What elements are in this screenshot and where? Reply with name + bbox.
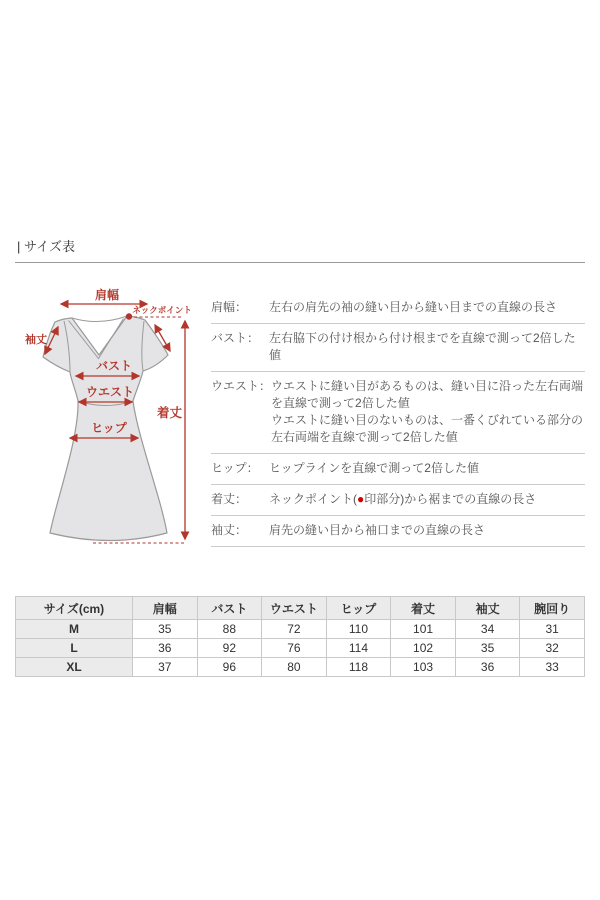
size-value: 96 bbox=[197, 658, 262, 677]
dress-measurement-diagram bbox=[15, 283, 211, 556]
size-value: 118 bbox=[326, 658, 391, 677]
definition-row-length bbox=[211, 485, 585, 516]
size-label: XL bbox=[16, 658, 133, 677]
size-value: 31 bbox=[520, 620, 585, 639]
table-row-xl bbox=[16, 658, 585, 677]
size-value: 35 bbox=[133, 620, 198, 639]
size-value: 36 bbox=[455, 658, 520, 677]
size-guide-section bbox=[15, 283, 585, 556]
column-header-bust: バスト bbox=[197, 597, 262, 620]
label-shoulder-width: 肩幅 bbox=[94, 288, 120, 302]
size-value: 102 bbox=[391, 639, 456, 658]
definition-text: ヒップラインを直線で測って2倍した値 bbox=[269, 461, 479, 475]
definition-text bbox=[269, 491, 585, 508]
size-label: M bbox=[16, 620, 133, 639]
definition-row-shoulder bbox=[211, 293, 585, 324]
definition-term: 肩幅： bbox=[211, 300, 248, 314]
definition-term: バスト： bbox=[211, 331, 260, 345]
size-table bbox=[15, 596, 585, 677]
definition-row-sleeve bbox=[211, 516, 585, 547]
definition-row-waist bbox=[211, 372, 585, 454]
size-value: 103 bbox=[391, 658, 456, 677]
definition-term: 着丈： bbox=[211, 492, 248, 506]
red-dot-mark: ● bbox=[357, 492, 365, 506]
label-garment-length: 着丈 bbox=[156, 406, 182, 420]
measurement-definitions bbox=[211, 283, 585, 547]
size-value: 36 bbox=[133, 639, 198, 658]
definition-text: 左右脇下の付け根から付け根までを直線で測って2倍した値 bbox=[269, 331, 576, 362]
definition-text bbox=[271, 378, 585, 446]
definition-text: 左右の肩先の袖の縫い目から縫い目までの直線の長さ bbox=[269, 300, 558, 314]
definition-text-part: 印部分)から裾までの直線の長さ bbox=[364, 492, 537, 506]
size-value: 114 bbox=[326, 639, 391, 658]
definition-text-line: ウエストに縫い目のないものは、一番くびれている部分の左右両端を直線で測って2倍した値 bbox=[271, 413, 584, 444]
definition-text: 肩先の縫い目から袖口までの直線の長さ bbox=[269, 523, 486, 537]
size-value: 80 bbox=[262, 658, 327, 677]
size-value: 34 bbox=[455, 620, 520, 639]
size-table-section bbox=[15, 596, 585, 677]
definition-text-line: ウエストに縫い目があるものは、縫い目に沿った左右両端を直線で測って2倍した値 bbox=[271, 379, 584, 410]
size-value: 72 bbox=[262, 620, 327, 639]
size-value: 110 bbox=[326, 620, 391, 639]
size-label: L bbox=[16, 639, 133, 658]
column-header-size: サイズ(cm) bbox=[16, 597, 133, 620]
table-row-l bbox=[16, 639, 585, 658]
definition-text-part: ネックポイント( bbox=[269, 492, 357, 506]
back-neckline bbox=[72, 316, 127, 322]
label-hip: ヒップ bbox=[91, 421, 127, 435]
definition-term: ヒップ： bbox=[211, 461, 259, 475]
dress-diagram-svg bbox=[15, 283, 211, 551]
definition-term: 袖丈： bbox=[211, 523, 248, 537]
size-value: 88 bbox=[197, 620, 262, 639]
neck-point-dot bbox=[126, 313, 132, 319]
size-table-header-row bbox=[16, 597, 585, 620]
size-value: 37 bbox=[133, 658, 198, 677]
page-title: | サイズ表 bbox=[15, 236, 585, 263]
size-value: 32 bbox=[520, 639, 585, 658]
table-row-m bbox=[16, 620, 585, 639]
size-value: 101 bbox=[391, 620, 456, 639]
definition-term: ウエスト： bbox=[211, 379, 272, 393]
size-value: 76 bbox=[262, 639, 327, 658]
label-bust: バスト bbox=[95, 359, 133, 373]
label-waist: ウエスト bbox=[85, 385, 135, 399]
column-header-waist: ウエスト bbox=[262, 597, 327, 620]
column-header-sleeve: 袖丈 bbox=[455, 597, 520, 620]
definition-row-bust bbox=[211, 324, 585, 372]
label-sleeve-length: 袖丈 bbox=[25, 334, 47, 346]
column-header-hip: ヒップ bbox=[326, 597, 391, 620]
column-header-shoulder: 肩幅 bbox=[133, 597, 198, 620]
column-header-arm: 腕回り bbox=[520, 597, 585, 620]
definition-row-hip bbox=[211, 454, 585, 485]
size-value: 33 bbox=[520, 658, 585, 677]
column-header-length: 着丈 bbox=[391, 597, 456, 620]
label-neck-point: ネックポイント bbox=[132, 305, 192, 315]
size-value: 35 bbox=[455, 639, 520, 658]
size-value: 92 bbox=[197, 639, 262, 658]
